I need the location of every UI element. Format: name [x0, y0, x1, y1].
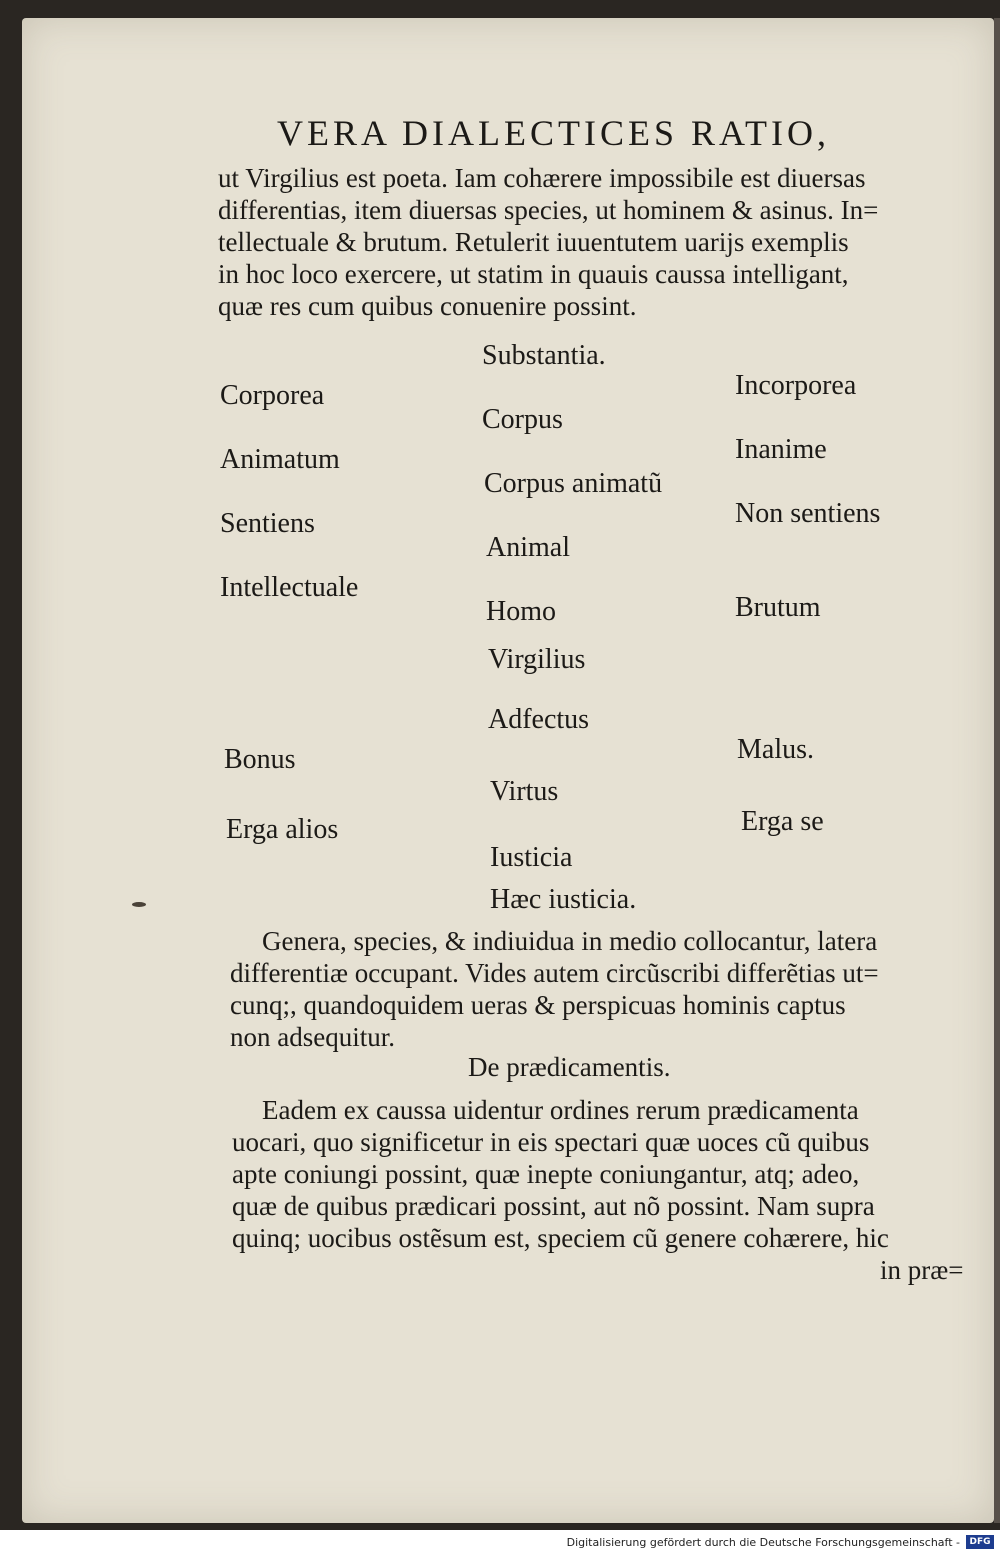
- paragraph3-line: quinq; uocibus ostẽsum est, speciem cũ genere cohærere, hic: [232, 1223, 889, 1253]
- section-title: De prædicamentis.: [468, 1052, 671, 1082]
- paragraph3-line: uocari, quo significetur in eis spectari quæ uoces cũ quibus: [232, 1127, 870, 1157]
- tree-center-item: Hæc iusticia.: [490, 884, 637, 915]
- tree-center-item: Substantia.: [482, 340, 606, 371]
- tree-center-item: Adfectus: [488, 704, 590, 735]
- paragraph2-line: differentiæ occupant. Vides autem circũscribi differẽtias ut=: [230, 958, 879, 988]
- digitization-credit: Digitalisierung gefördert durch die Deutsche Forschungsgemeinschaft -: [566, 1536, 960, 1549]
- tree-left-item: Animatum: [220, 444, 340, 475]
- tree-center-item: Homo: [486, 596, 556, 627]
- tree-right-item: Incorporea: [735, 370, 857, 401]
- tree-right-item: Erga se: [741, 806, 824, 837]
- tree-center-item: Animal: [486, 532, 570, 563]
- paragraph3-line: quæ de quibus prædicari possint, aut nõ possint. Nam supra: [232, 1191, 875, 1221]
- ink-blot: [132, 902, 146, 907]
- tree-left-item: Sentiens: [220, 508, 315, 539]
- tree-center-item: Iusticia: [490, 842, 573, 873]
- paragraph3-line: Eadem ex caussa uidentur ordines rerum prædicamenta: [262, 1095, 859, 1125]
- tree-left-item: Intellectuale: [220, 572, 359, 603]
- paragraph1-line: in hoc loco exercere, ut statim in quauis caussa intelligant,: [218, 259, 849, 289]
- running-title: VERA DIALECTICES RATIO,: [277, 113, 830, 153]
- tree-center-item: Corpus: [482, 404, 563, 435]
- paragraph1-line: differentias, item diuersas species, ut hominem & asinus. In=: [218, 195, 879, 225]
- footer-bar: [0, 1530, 1000, 1555]
- catchword: in præ=: [880, 1255, 964, 1285]
- tree-left-item: Corporea: [220, 380, 325, 411]
- paragraph2-line: cunq;, quandoquidem ueras & perspicuas hominis captus: [230, 990, 846, 1020]
- paragraph2-line: Genera, species, & indiuidua in medio collocantur, latera: [262, 926, 878, 956]
- tree-right-item: Malus.: [737, 734, 814, 765]
- dfg-logo-icon: DFG: [966, 1535, 994, 1549]
- page-edge: [994, 18, 1000, 1523]
- tree-left-item: Bonus: [224, 744, 296, 775]
- tree-center-item: Virtus: [490, 776, 559, 807]
- tree-left-item: Erga alios: [226, 814, 339, 845]
- tree-right-item: Inanime: [735, 434, 827, 465]
- paragraph1-line: quæ res cum quibus conuenire possint.: [218, 291, 637, 321]
- tree-right-item: Non sentiens: [735, 498, 881, 529]
- paragraph3-line: apte coniungi possint, quæ inepte coniungantur, atq; adeo,: [232, 1159, 860, 1189]
- paragraph1-line: tellectuale & brutum. Retulerit iuuentutem uarijs exemplis: [218, 227, 849, 257]
- paragraph2-line: non adsequitur.: [230, 1022, 395, 1052]
- tree-center-item: Virgilius: [488, 644, 586, 675]
- paragraph1-line: ut Virgilius est poeta. Iam cohærere impossibile est diuersas: [218, 163, 866, 193]
- tree-right-item: Brutum: [735, 592, 821, 623]
- tree-center-item: Corpus animatũ: [484, 468, 663, 499]
